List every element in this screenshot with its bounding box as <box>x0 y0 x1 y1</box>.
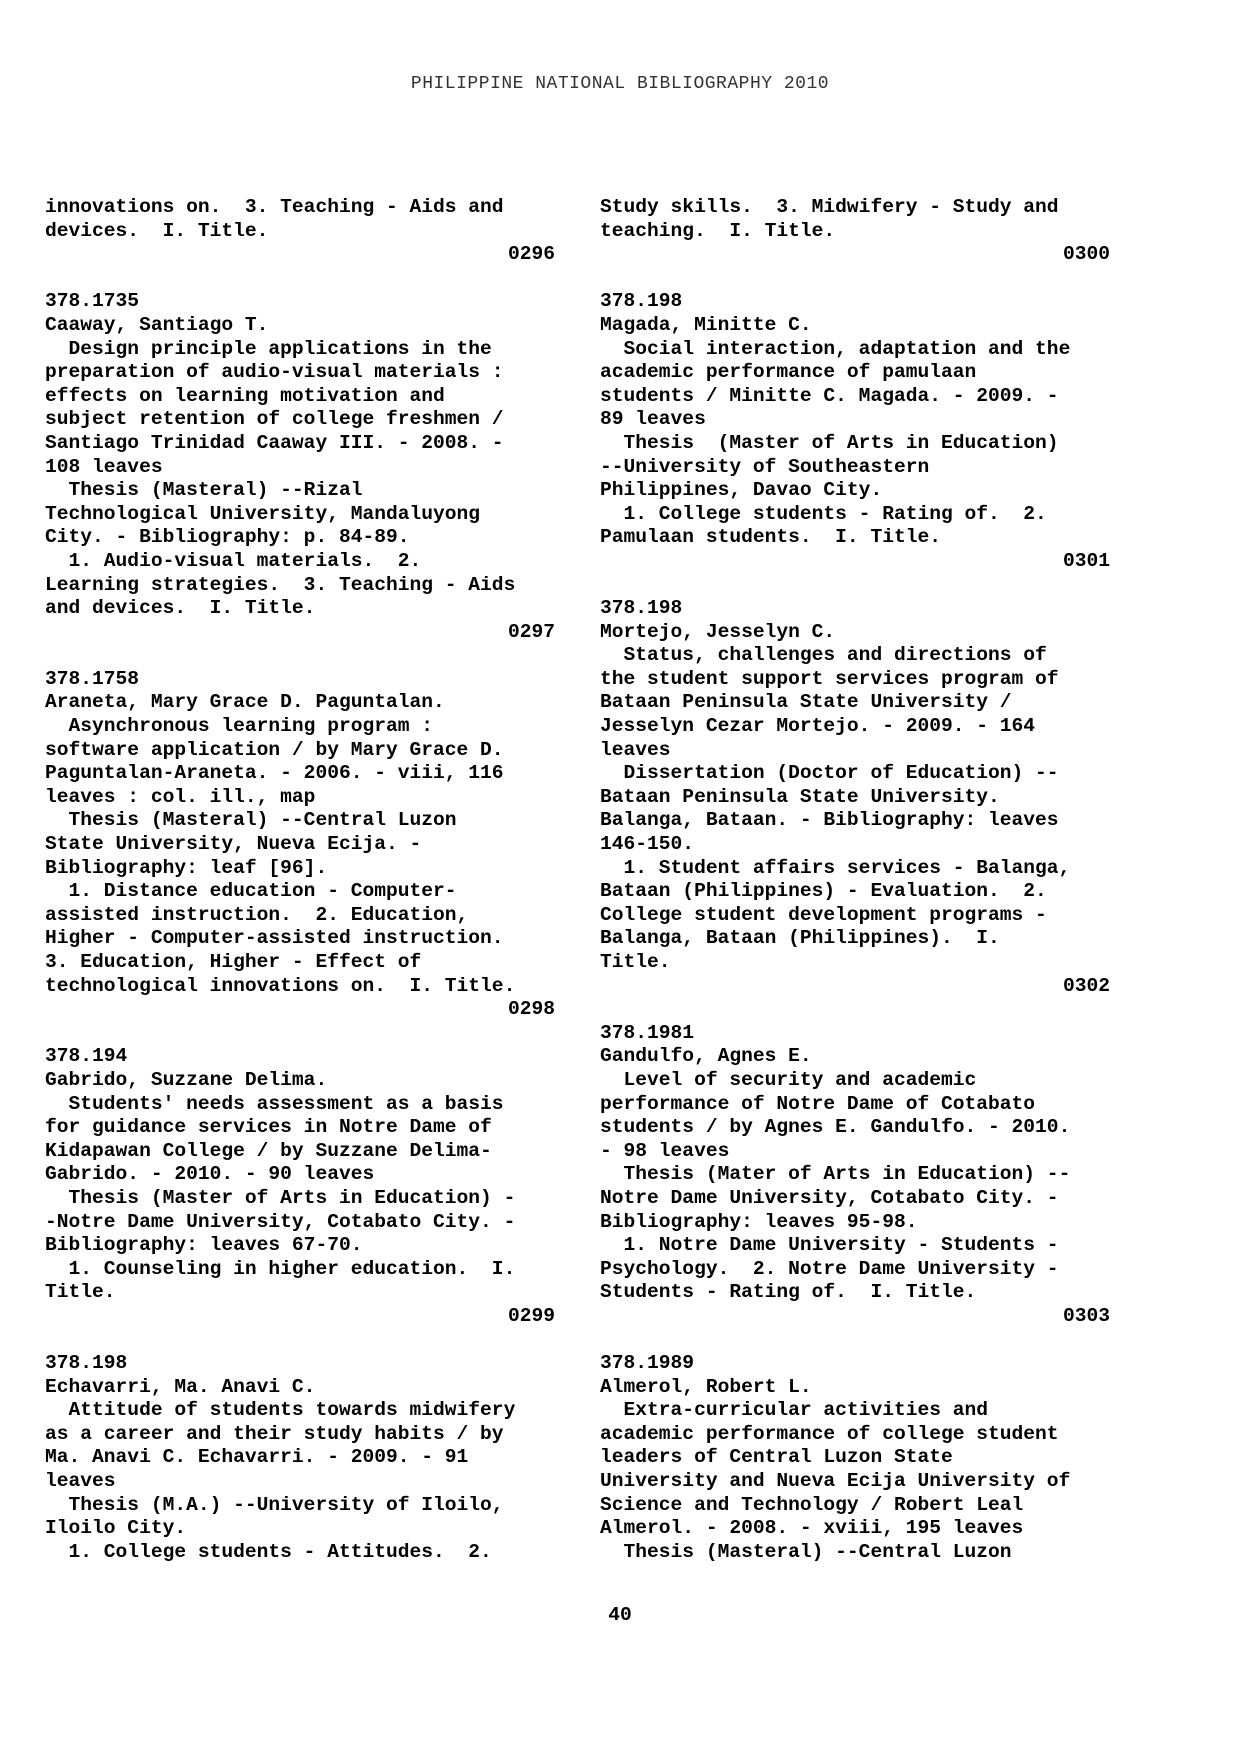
entry-line: 1. College students - Rating of. 2. <box>600 502 1047 525</box>
entry-line: for guidance services in Notre Dame of <box>45 1116 492 1139</box>
author: Magada, Minitte C. <box>600 313 812 336</box>
entry-0301 <box>600 290 1110 573</box>
entry-line: devices. I. Title. <box>45 219 269 242</box>
entry-line: Balanga, Bataan (Philippines). I. <box>600 927 1000 950</box>
entry-0300-start <box>45 1352 555 1564</box>
entry-line: assisted instruction. 2. Education, <box>45 903 469 926</box>
entry-line: Iloilo City. <box>45 1517 187 1540</box>
entry-line: Design principle applications in the <box>45 337 492 360</box>
call-number: 378.1735 <box>45 290 140 313</box>
call-number: 378.198 <box>600 597 683 620</box>
entry-0304-start <box>600 1352 1110 1564</box>
call-number: 378.198 <box>45 1352 128 1375</box>
entry-line: leaves <box>45 1470 116 1493</box>
entry-line: State University, Nueva Ecija. - <box>45 833 422 856</box>
entry-line: Asynchronous learning program : <box>45 715 434 738</box>
entry-line: Title. <box>600 951 671 973</box>
entry-line: Bataan Peninsula State University. <box>600 785 1000 808</box>
entry-line: 1. College students - Attitudes. 2. <box>45 1540 492 1563</box>
entry-line: Dissertation (Doctor of Education) -- <box>600 762 1059 785</box>
entry-line: 1. Counseling in higher education. I. <box>45 1257 516 1280</box>
author: Echavarri, Ma. Anavi C. <box>45 1375 316 1398</box>
entry-line: University and Nueva Ecija University of <box>600 1470 1071 1493</box>
entry-line: Bataan (Philippines) - Evaluation. 2. <box>600 880 1047 903</box>
entry-line: -Notre Dame University, Cotabato City. - <box>45 1210 516 1233</box>
entry-line: innovations on. 3. Teaching - Aids and <box>45 196 504 218</box>
entry-line: Almerol. - 2008. - xviii, 195 leaves <box>600 1517 1024 1540</box>
entry-line: students / Minitte C. Magada. - 2009. - <box>600 384 1059 407</box>
author: Caaway, Santiago T. <box>45 313 269 336</box>
entry-line: Bibliography: leaves 67-70. <box>45 1234 363 1257</box>
entry-line: Bibliography: leaves 95-98. <box>600 1210 918 1233</box>
entry-line: preparation of audio-visual materials : <box>45 361 504 384</box>
call-number: 378.1989 <box>600 1352 695 1375</box>
entry-number: 0297 <box>507 620 555 643</box>
call-number: 378.1981 <box>600 1021 695 1044</box>
entry-line: Level of security and academic <box>600 1068 977 1091</box>
author: Araneta, Mary Grace D. Paguntalan. <box>45 691 445 714</box>
entry-number: 0303 <box>1062 1304 1110 1327</box>
entry-line: Notre Dame University, Cotabato City. - <box>600 1186 1059 1209</box>
entry-line: as a career and their study habits / by <box>45 1422 504 1445</box>
entry-line: 1. Student affairs services - Balanga, <box>600 856 1071 879</box>
entry-line: Students' needs assessment as a basis <box>45 1092 504 1115</box>
entry-line: Thesis (Masteral) --Rizal <box>45 479 363 502</box>
entry-line: 1. Distance education - Computer- <box>45 880 457 903</box>
entry-line: Learning strategies. 3. Teaching - Aids <box>45 573 516 596</box>
call-number: 378.198 <box>600 290 683 313</box>
running-title: PHILIPPINE NATIONAL BIBLIOGRAPHY 2010 <box>410 74 830 94</box>
entry-line: --University of Southeastern <box>600 455 930 478</box>
entry-line: 1. Audio-visual materials. 2. <box>45 549 422 572</box>
page-number: 40 <box>608 1604 632 1626</box>
right-column <box>600 196 1110 1564</box>
entry-line: Ma. Anavi C. Echavarri. - 2009. - 91 <box>45 1446 469 1469</box>
entry-line: Thesis (Master of Arts in Education) <box>600 431 1059 454</box>
entry-line: 108 leaves <box>45 455 163 478</box>
author: Mortejo, Jesselyn C. <box>600 620 836 643</box>
entry-line: Students - Rating of. I. Title. <box>600 1281 977 1304</box>
entry-0302 <box>600 597 1110 998</box>
entry-line: teaching. I. Title. <box>600 219 836 242</box>
entry-line: Science and Technology / Robert Leal <box>600 1493 1024 1516</box>
entry-line: Jesselyn Cezar Mortejo. - 2009. - 164 <box>600 715 1036 738</box>
entry-line: subject retention of college freshmen / <box>45 408 504 431</box>
entry-line: Thesis (Master of Arts in Education) - <box>45 1186 516 1209</box>
author: Gandulfo, Agnes E. <box>600 1045 812 1068</box>
entry-line: leaves <box>600 738 671 761</box>
entry-line: Technological University, Mandaluyong <box>45 502 481 525</box>
author: Gabrido, Suzzane Delima. <box>45 1068 328 1091</box>
entry-line: academic performance of college student <box>600 1422 1059 1445</box>
entry-line: Pamulaan students. I. Title. <box>600 526 941 549</box>
entry-line: software application / by Mary Grace D. <box>45 738 504 761</box>
entry-line: Title. <box>45 1281 116 1304</box>
left-column <box>45 196 555 1564</box>
entry-line: Thesis (Mater of Arts in Education) -- <box>600 1163 1071 1186</box>
entry-line: Gabrido. - 2010. - 90 leaves <box>45 1163 375 1186</box>
entry-number: 0296 <box>507 243 555 266</box>
entry-line: Study skills. 3. Midwifery - Study and <box>600 196 1059 218</box>
entry-number: 0298 <box>507 998 555 1021</box>
entry-line: technological innovations on. I. Title. <box>45 974 516 997</box>
entry-line: Thesis (Masteral) --Central Luzon <box>600 1540 1012 1563</box>
entry-line: 3. Education, Higher - Effect of <box>45 951 422 973</box>
entry-line: - 98 leaves <box>600 1139 730 1162</box>
entry-number: 0302 <box>1062 974 1110 997</box>
entry-line: effects on learning motivation and <box>45 384 445 407</box>
entry-number: 0299 <box>507 1304 555 1327</box>
entry-line: 146-150. <box>600 833 695 856</box>
call-number: 378.194 <box>45 1045 128 1068</box>
entry-line: Attitude of students towards midwifery <box>45 1399 516 1422</box>
entry-0296 <box>45 196 555 267</box>
entry-0298 <box>45 668 555 1022</box>
entry-line: Social interaction, adaptation and the <box>600 337 1071 360</box>
entry-line: Bibliography: leaf [96]. <box>45 856 328 879</box>
entry-line: Thesis (Masteral) --Central Luzon <box>45 809 457 832</box>
entry-line: College student development programs - <box>600 903 1047 926</box>
entry-line: Higher - Computer-assisted instruction. <box>45 927 504 950</box>
entry-line: Bataan Peninsula State University / <box>600 691 1012 714</box>
entry-line: academic performance of pamulaan <box>600 361 977 384</box>
entry-line: leaders of Central Luzon State <box>600 1446 953 1469</box>
entry-line: the student support services program of <box>600 667 1059 690</box>
entry-line: Santiago Trinidad Caaway III. - 2008. - <box>45 431 504 454</box>
entry-line: Kidapawan College / by Suzzane Delima- <box>45 1139 492 1162</box>
entry-line: Paguntalan-Araneta. - 2006. - viii, 116 <box>45 762 504 785</box>
entry-line: 1. Notre Dame University - Students - <box>600 1234 1059 1257</box>
entry-line: Philippines, Davao City. <box>600 479 883 502</box>
entry-line: Balanga, Bataan. - Bibliography: leaves <box>600 809 1059 832</box>
entry-line: City. - Bibliography: p. 84-89. <box>45 526 410 549</box>
entry-line: Psychology. 2. Notre Dame University - <box>600 1257 1059 1280</box>
entry-line: 89 leaves <box>600 408 706 431</box>
author: Almerol, Robert L. <box>600 1375 812 1398</box>
call-number: 378.1758 <box>45 667 140 690</box>
entry-0303 <box>600 1022 1110 1329</box>
entry-line: Thesis (M.A.) --University of Iloilo, <box>45 1493 504 1516</box>
entry-0297 <box>45 290 555 644</box>
entry-0300 <box>600 196 1110 267</box>
entry-number: 0300 <box>1062 243 1110 266</box>
entry-line: leaves : col. ill., map <box>45 785 316 808</box>
entry-line: performance of Notre Dame of Cotabato <box>600 1092 1036 1115</box>
entry-line: Status, challenges and directions of <box>600 644 1047 667</box>
entry-number: 0301 <box>1062 549 1110 572</box>
entry-line: and devices. I. Title. <box>45 597 316 620</box>
entry-line: students / by Agnes E. Gandulfo. - 2010. <box>600 1116 1071 1139</box>
entry-line: Extra-curricular activities and <box>600 1399 989 1422</box>
entry-0299 <box>45 1045 555 1328</box>
